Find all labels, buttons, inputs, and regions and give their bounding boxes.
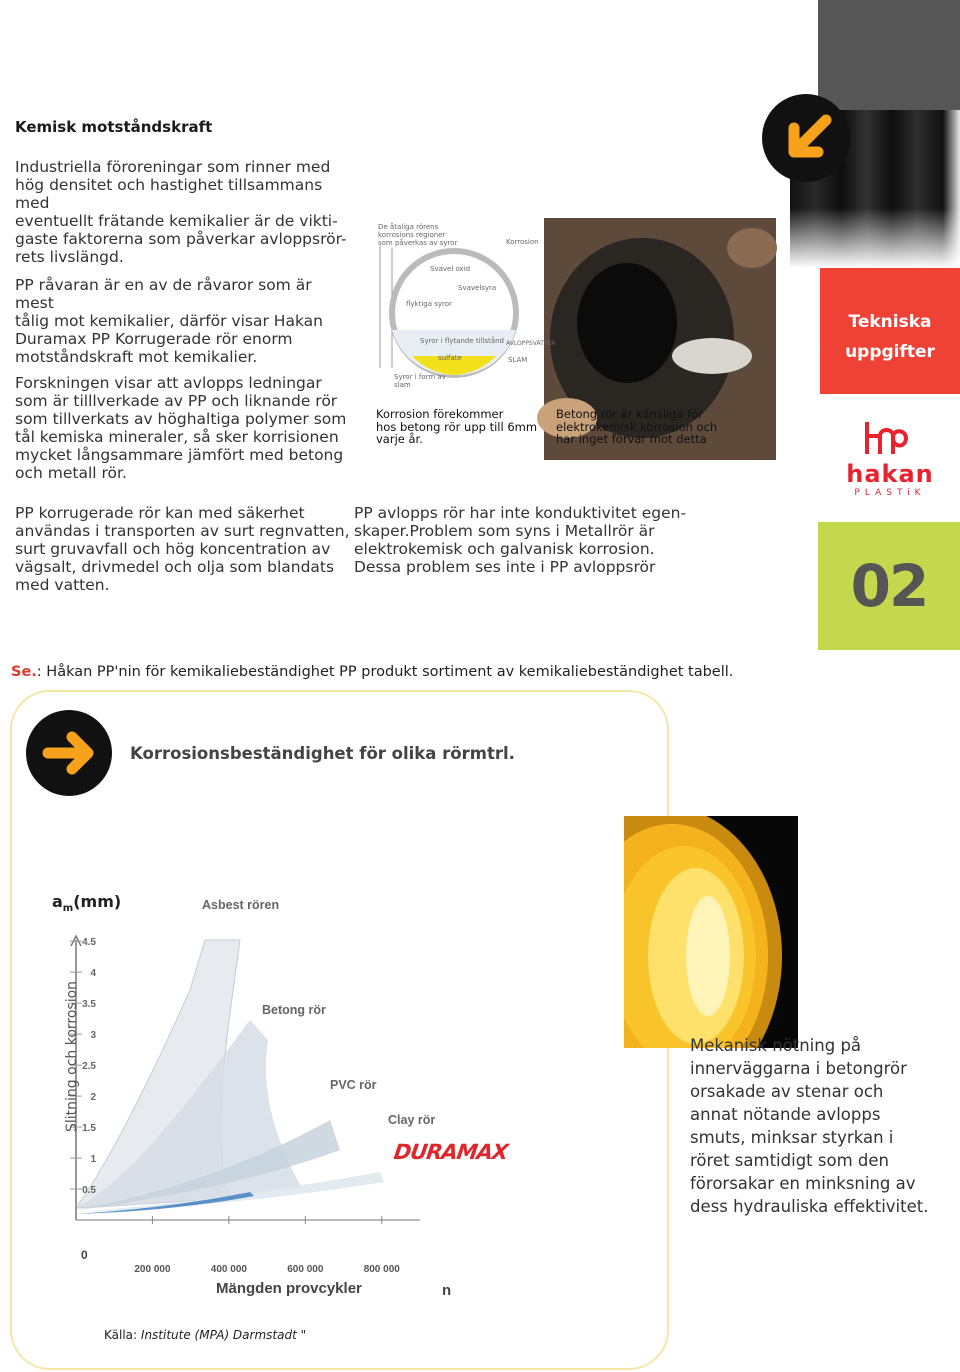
yellow-pipe-image [624,816,798,1048]
arrow-right-icon [26,710,112,796]
sulfate-label: sulfate [438,354,462,362]
hakan-logo-mark [830,418,950,458]
chart-x-axis-end: n [442,1282,452,1299]
chart-x-axis-title: Mängden provcykler [216,1280,362,1297]
chart-zero: 0 [81,1248,88,1262]
y-tick-label: 3 [90,1030,96,1042]
source-text: Institute (MPA) Darmstadt " [140,1328,307,1342]
se-label: Se. [11,664,37,680]
y-tick-label: 1.5 [82,1123,96,1135]
mekanisk-text: Mekanisk nötning på innerväggarna i betongrör orsakade av stenar och annat nötande avlopps smuts, minksar styrkan i röret samtidigt som den förorsakar en minksning av dess hydrauliska effektivitet. [690,1036,929,1216]
tekniska-label: Tekniska [848,312,932,332]
hakan-logo [830,418,950,508]
y-tick-label: 0.5 [82,1185,96,1197]
series-label-clay: Clay rör [388,1113,436,1127]
svavel-oxid-label: Svavel oxid [430,265,471,273]
uppgifter-label: uppgifter [845,342,935,362]
x-tick-label: 800 000 [363,1264,400,1275]
series-label-duramax: DURAMAX [392,1140,509,1164]
avloppsvatten-label: AVLOPPSVATTEN [506,340,556,347]
syror-flytande-label: Syror i flytande tillstånd [420,337,505,345]
y-tick-label: 4 [90,968,96,980]
brand-sub: PLASTiK [854,488,926,498]
brand-name: hakan [846,460,934,488]
x-tick-label: 200 000 [134,1264,171,1275]
se-line [11,664,733,680]
caption-right: Betong rör är känsliga för elektrokemisk korrosion och har inget förvar mot detta [556,407,718,446]
y-tick-label: 1 [90,1154,96,1166]
chart-ylabel: $a_m(mm)$ [52,892,122,915]
caption-left: Korrosion förekommer hos betong rör upp till 6mm varje år. [376,407,538,446]
series-label-betong: Betong rör [262,1003,326,1017]
y-tick-label: 2.5 [82,1061,96,1073]
syror-slam-label: Syror i form av slam [394,373,446,389]
corrosion-chart [40,880,560,1300]
source-label: Källa: [104,1328,138,1342]
arrow-down-left-icon [762,94,850,182]
page-number: 02 [850,552,928,620]
y-tick-label: 2 [90,1092,96,1104]
corrosion-diagram [372,208,782,473]
para-1: Industriella föroreningar som rinner med hög densitet och hastighet tillsammans med eventuellt frätande kemikalier är de vikti- gaste faktorerna som påverkar avloppsrör- rets livslängd. [15,158,347,266]
y-tick-label: 3.5 [82,999,96,1011]
korrosion-label: Korrosion [506,238,539,246]
para-5: PP avlopps rör har inte konduktivitet egen- skaper.Problem som syns i Metallrör är elektrokemisk och galvanisk korrosion. Dessa problem ses inte i PP avloppsrör [354,504,687,576]
flyktiga-label: flyktiga syror [406,300,452,308]
para-3: Forskningen visar att avlopps ledningar som är tilllverkade av PP och liknande rör som tillverkats av höghaltiga polymer som tål kemiska mineraler, så sker korrisionen mycket långsammare jämfört med betong och metall rör. [15,374,347,482]
top-note: De åtaliga rörens korrosions regioner som påverkas av syror [378,223,458,247]
y-tick-label: 4.5 [82,937,96,949]
page-number-block [818,522,960,650]
series-label-pvc: PVC rör [330,1078,377,1092]
se-text: : Håkan PP'nin för kemikaliebeständighet PP produkt sortiment av kemikaliebeständighet tabell. [36,664,734,680]
chart-y-axis-title: Slitning och korrosion [64,980,80,1132]
slam-label: SLAM [508,356,528,364]
x-tick-label: 400 000 [210,1264,247,1275]
para-2: PP råvaran är en av de råvaror som är mest tålig mot kemikalier, därför visar Hakan Duramax PP Korrugerade rör enorm motståndskraft mot kemikalier. [15,276,323,366]
x-tick-label: 600 000 [287,1264,324,1275]
tekniska-block [820,268,960,394]
series-label-asbest: Asbest rören [202,898,280,912]
section-title: Kemisk motståndskraft [15,118,213,136]
svavelsyra-label: Svavelsyra [458,284,497,292]
source-line [104,1328,306,1342]
panel-title: Korrosionsbeständighet för olika rörmtrl. [130,744,515,763]
para-4: PP korrugerade rör kan med säkerhet användas i transporten av surt regnvatten, surt gruvavfall och hög koncentration av vägsalt, drivmedel och olja som blandats med vatten. [15,504,350,594]
